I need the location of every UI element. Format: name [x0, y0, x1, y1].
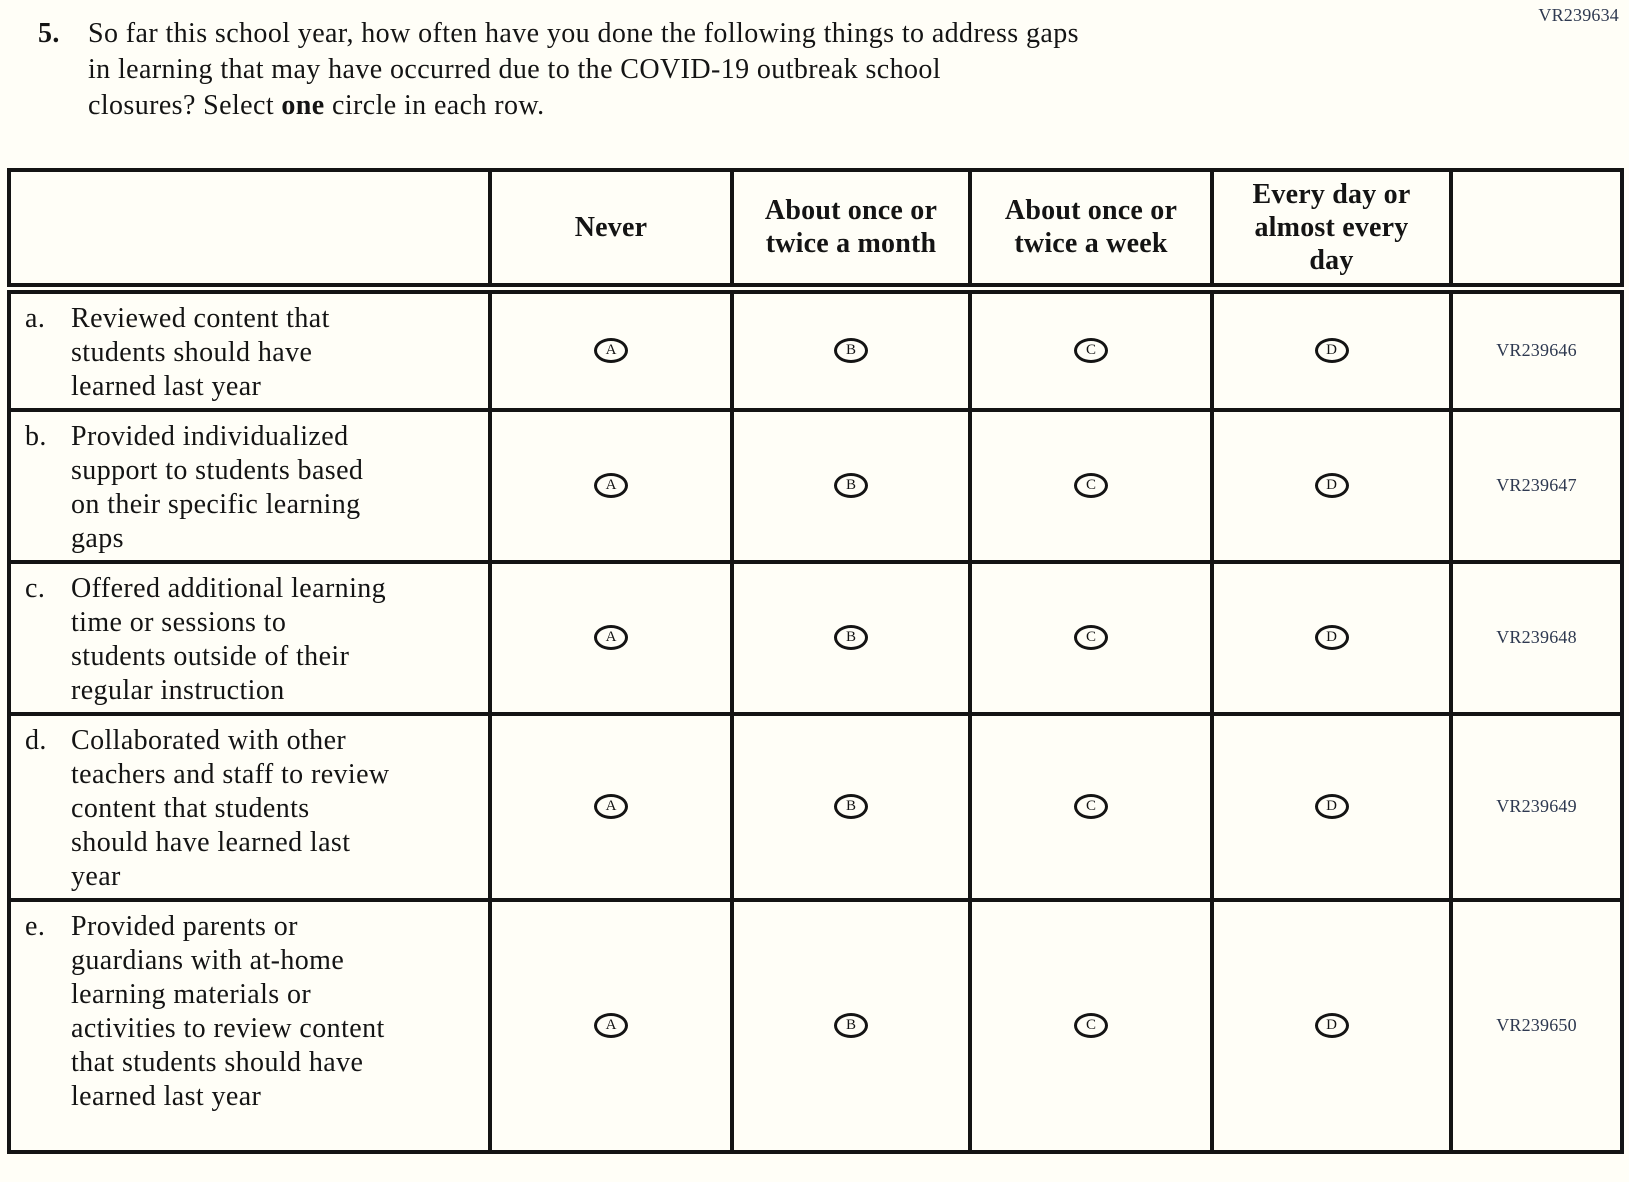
- bubble-c-month[interactable]: B: [834, 625, 868, 650]
- row-d-stub: [9, 714, 490, 900]
- row-e-code: VR239650: [1451, 900, 1622, 1152]
- question-line-3-post: circle in each row.: [324, 90, 545, 121]
- bubble-c-never[interactable]: A: [594, 625, 628, 650]
- bubble-c-week[interactable]: C: [1074, 625, 1108, 650]
- header-every-day: [1212, 170, 1451, 288]
- row-d-cell-month: [732, 714, 970, 900]
- response-grid-table: [7, 168, 1624, 1154]
- bubble-a-never[interactable]: A: [594, 338, 628, 363]
- header-stub-empty: [9, 170, 490, 288]
- bubble-a-week[interactable]: C: [1074, 338, 1108, 363]
- bubble-a-everyday[interactable]: D: [1315, 338, 1349, 363]
- bubble-e-month[interactable]: B: [834, 1013, 868, 1038]
- row-e-cell-week: [970, 900, 1212, 1152]
- question-text: [88, 16, 1079, 124]
- row-d-cell-never: [490, 714, 732, 900]
- question-line-3-pre: closures? Select: [88, 90, 282, 121]
- row-e-stub: [9, 900, 490, 1152]
- bubble-d-week[interactable]: C: [1074, 794, 1108, 819]
- bubble-e-everyday[interactable]: D: [1315, 1013, 1349, 1038]
- header-row: [9, 170, 1622, 288]
- table-row-b: [9, 410, 1622, 562]
- page-code: VR239634: [1538, 5, 1619, 25]
- question-line-3: [88, 88, 1079, 124]
- row-e-text: Provided parents or guardians with at-home learning materials or activities to review content that students should have learned last year: [71, 910, 385, 1112]
- row-a-cell-month: [732, 288, 970, 410]
- row-e-cell-never: [490, 900, 732, 1152]
- bubble-c-everyday[interactable]: D: [1315, 625, 1349, 650]
- row-e-cell-everyday: [1212, 900, 1451, 1152]
- row-a-cell-week: [970, 288, 1212, 410]
- table-row-a: [9, 288, 1622, 410]
- row-e-cell-month: [732, 900, 970, 1152]
- row-b-stub: [9, 410, 490, 562]
- question-line-1: So far this school year, how often have you done the following things to address gaps: [88, 18, 1079, 49]
- row-b-label: b.: [25, 420, 47, 452]
- row-c-code: VR239648: [1451, 562, 1622, 714]
- table-row-e: [9, 900, 1622, 1152]
- header-week-line-1: About once or: [1004, 195, 1178, 227]
- bubble-a-month[interactable]: B: [834, 338, 868, 363]
- table-row-d: [9, 714, 1622, 900]
- header-week-line-2: twice a week: [1014, 228, 1168, 260]
- row-d-code: VR239649: [1451, 714, 1622, 900]
- header-once-twice-week: [970, 170, 1212, 288]
- row-c-cell-month: [732, 562, 970, 714]
- header-everyday-line-1: Every day or: [1252, 178, 1411, 210]
- question-line-3-bold: one: [281, 90, 325, 121]
- header-never: [490, 170, 732, 288]
- header-code-empty: [1451, 170, 1622, 288]
- bubble-d-everyday[interactable]: D: [1315, 794, 1349, 819]
- header-everyday-line-3: day: [1309, 244, 1354, 276]
- row-b-cell-week: [970, 410, 1212, 562]
- bubble-b-week[interactable]: C: [1074, 473, 1108, 498]
- bubble-e-never[interactable]: A: [594, 1013, 628, 1038]
- question-line-2: in learning that may have occurred due to the COVID-19 outbreak school: [88, 54, 941, 85]
- row-b-code: VR239647: [1451, 410, 1622, 562]
- header-month-line-2: twice a month: [765, 228, 937, 260]
- row-a-code: VR239646: [1451, 288, 1622, 410]
- row-d-cell-week: [970, 714, 1212, 900]
- header-everyday-line-2: almost every: [1254, 211, 1409, 243]
- row-b-cell-month: [732, 410, 970, 562]
- header-month-line-1: About once or: [764, 195, 938, 227]
- header-never-line: Never: [574, 211, 648, 243]
- row-a-cell-never: [490, 288, 732, 410]
- question-block: [38, 16, 1079, 124]
- row-a-stub: [9, 288, 490, 410]
- row-b-cell-everyday: [1212, 410, 1451, 562]
- bubble-b-never[interactable]: A: [594, 473, 628, 498]
- row-b-cell-never: [490, 410, 732, 562]
- header-once-twice-month: [732, 170, 970, 288]
- row-a-label: a.: [25, 302, 46, 334]
- row-c-cell-everyday: [1212, 562, 1451, 714]
- bubble-b-everyday[interactable]: D: [1315, 473, 1349, 498]
- question-number: 5.: [38, 18, 60, 49]
- row-d-label: d.: [25, 724, 47, 756]
- row-a-cell-everyday: [1212, 288, 1451, 410]
- bubble-e-week[interactable]: C: [1074, 1013, 1108, 1038]
- bubble-d-never[interactable]: A: [594, 794, 628, 819]
- row-c-stub: [9, 562, 490, 714]
- row-c-cell-week: [970, 562, 1212, 714]
- row-e-label: e.: [25, 910, 46, 942]
- row-d-text: Collaborated with other teachers and staff to review content that students should have learned last year: [71, 724, 390, 892]
- bubble-b-month[interactable]: B: [834, 473, 868, 498]
- row-c-text: Offered additional learning time or sessions to students outside of their regular instruction: [71, 572, 387, 706]
- row-c-cell-never: [490, 562, 732, 714]
- row-b-text: Provided individualized support to students based on their specific learning gaps: [71, 420, 364, 554]
- bubble-d-month[interactable]: B: [834, 794, 868, 819]
- row-a-text: Reviewed content that students should have learned last year: [71, 302, 330, 402]
- row-c-label: c.: [25, 572, 46, 604]
- table-row-c: [9, 562, 1622, 714]
- row-d-cell-everyday: [1212, 714, 1451, 900]
